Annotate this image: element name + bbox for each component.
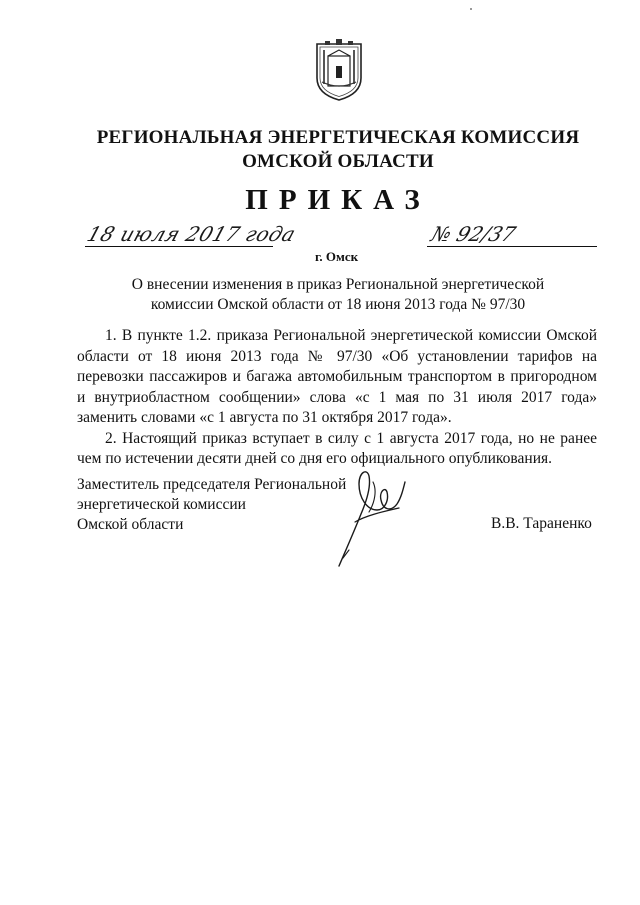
position-line: Омской области <box>77 516 184 533</box>
order-paragraph: 1. В пункте 1.2. приказа Региональной энергетической комиссии Омской области от 18 июня 2013 года № 97/30 «Об установлении тарифов на перевозки пассажиров и багажа автомобильным транспортом в пригородном и внутриобластном сообщении» слова «с 1 мая по 31 июля 2017 года» заменить словами «с 1 августа по 31 октября 2017 года». <box>77 327 597 426</box>
subject-line: О внесении изменения в приказ Региональной энергетической <box>131 276 545 293</box>
handwritten-number: № 92/37 <box>428 222 519 246</box>
handwritten-signature <box>325 462 415 572</box>
scan-speck <box>470 8 472 10</box>
number-underline <box>427 246 597 247</box>
position-line: Заместитель председателя Региональной <box>77 476 347 493</box>
document-type-title: ПРИКАЗ <box>245 184 431 216</box>
position-line: энергетической комиссии <box>77 496 246 513</box>
handwritten-date: 18 июля 2017 года <box>84 222 300 246</box>
city-label: г. Омск <box>315 249 359 264</box>
subject-line: комиссии Омской области от 18 июня 2013 года № 97/30 <box>150 296 526 313</box>
order-paragraph: 2. Настоящий приказ вступает в силу с 1 августа 2017 года, но не ранее чем по истечении десяти дней со дня его официального опубликования. <box>77 429 597 467</box>
signatory-name: В.В. Тараненко <box>491 515 592 532</box>
organization-region: ОМСКОЙ ОБЛАСТИ <box>242 151 434 172</box>
date-underline <box>85 246 273 247</box>
coat-of-arms-icon <box>314 38 364 102</box>
organization-name: РЕГИОНАЛЬНАЯ ЭНЕРГЕТИЧЕСКАЯ КОМИССИЯ <box>96 127 580 148</box>
order-body <box>77 326 597 470</box>
